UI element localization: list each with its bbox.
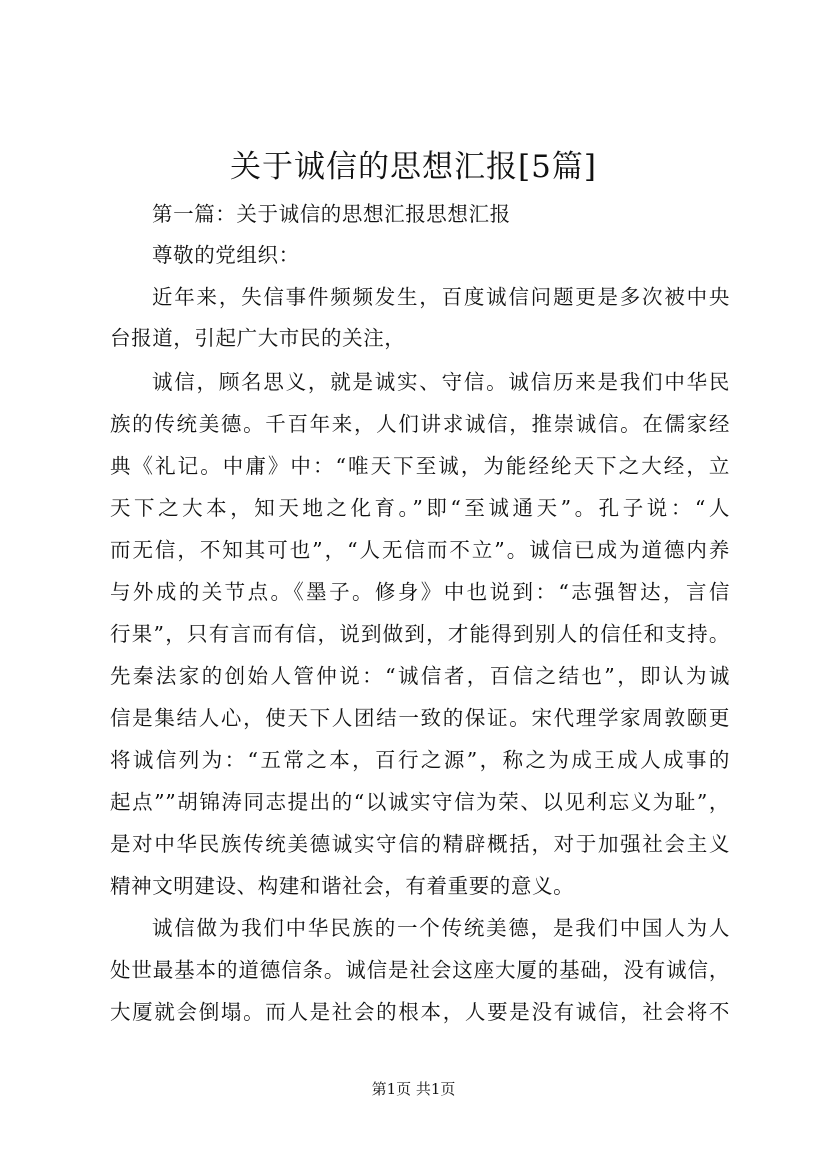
paragraph-line: 与外成的关节点。《墨子。修身》中也说到：“志强智达，言信 — [110, 580, 730, 604]
page-footer: 第1页 共1页 — [371, 1080, 456, 1098]
salutation: 尊敬的党组织： — [152, 243, 300, 267]
paragraph-line: 近年来，失信事件频频发生，百度诚信问题更是多次被中央 — [152, 285, 730, 309]
section-heading: 第一篇：关于诚信的思想汇报思想汇报 — [152, 202, 511, 226]
paragraph-line: 行果”，只有言而有信，说到做到，才能得到别人的信任和支持。 — [110, 622, 730, 646]
paragraph-line: 天下之大本，知天地之化育。”即“至诚通天”。孔子说：“人 — [110, 496, 730, 520]
document-title: 关于诚信的思想汇报[5篇] — [230, 149, 597, 185]
paragraph-line: 大厦就会倒塌。而人是社会的根本，人要是没有诚信，社会将不 — [110, 1000, 730, 1024]
paragraph-line: 是对中华民族传统美德诚实守信的精辟概括，对于加强社会主义 — [110, 832, 730, 856]
paragraph-line: 诚信做为我们中华民族的一个传统美德，是我们中国人为人 — [152, 916, 730, 940]
paragraph-line: 处世最基本的道德信条。诚信是社会这座大厦的基础，没有诚信， — [110, 958, 730, 982]
paragraph-line: 而无信，不知其可也”，“人无信而不立”。诚信已成为道德内养 — [110, 538, 730, 562]
paragraph-line: 典《礼记。中庸》中：“唯天下至诚，为能经纶天下之大经，立 — [110, 454, 730, 478]
paragraph-line: 族的传统美德。千百年来，人们讲求诚信，推崇诚信。在儒家经 — [110, 412, 730, 436]
paragraph-line: 台报道，引起广大市民的关注， — [110, 326, 406, 350]
paragraph-line: 信是集结人心，使天下人团结一致的保证。宋代理学家周敦颐更 — [110, 706, 730, 730]
paragraph-line: 起点””胡锦涛同志提出的“以诚实守信为荣、以见利忘义为耻”， — [110, 790, 730, 814]
paragraph-line: 先秦法家的创始人管仲说：“诚信者，百信之结也”，即认为诚 — [110, 664, 730, 688]
paragraph-line: 精神文明建设、构建和谐社会，有着重要的意义。 — [110, 874, 575, 898]
paragraph-line: 将诚信列为：“五常之本，百行之源”，称之为成王成人成事的 — [110, 748, 730, 772]
paragraph-line: 诚信，顾名思义，就是诚实、守信。诚信历来是我们中华民 — [152, 370, 730, 394]
